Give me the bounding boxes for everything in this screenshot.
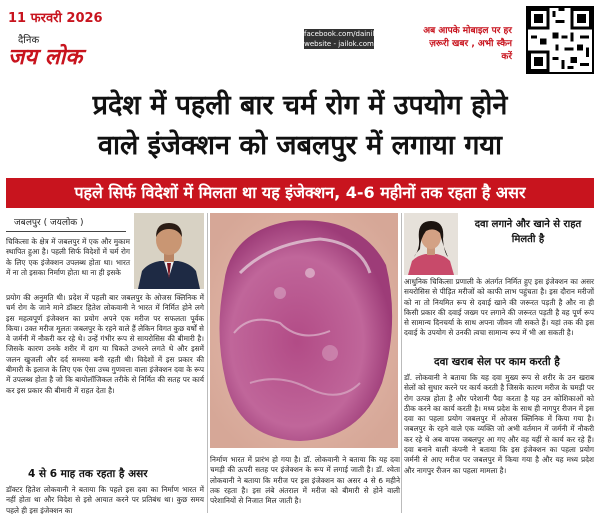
masthead	[0, 0, 600, 80]
article-paragraph: निर्माण भारत में प्रारंभ हो गया है। डॉ. लोकवानी ने बताया कि यह दवा चमड़ी की ऊपरी सतह पर इंजेक्शन के रूप में लगाई जाती है। डॉ. श्वेता लोकवानी ने बताया कि मरीज पर इस इंजेक्शन का असर 4 से 6 महीने तक रहता है। इस लंबे अंतराल में मरीज को बीमारी से होने वाली परेशानियों से निजात मिल जाती है।	[210, 455, 400, 506]
promo-line-2: ज़रूरी खबर , अभी स्कैन करें	[429, 39, 512, 62]
section-subheading: दवा खराब सेल पर काम करती है	[434, 356, 560, 368]
column-divider	[207, 213, 208, 513]
subheadline-banner: पहले सिर्फ विदेशों में मिलता था यह इंजेक्शन, 4-6 महीनों तक रहता है असर	[6, 178, 594, 208]
main-headline	[6, 86, 594, 172]
qr-code-icon[interactable]	[526, 6, 594, 74]
article-paragraph: प्रयोग की अनुमति थी। प्रदेश में पहली बार जबलपुर के ओजस क्लिनिक में चर्म रोग के जाने माने डॉक्टर हितेश लोकवानी ने भारत में निर्मित होने लगे इस महत्वपूर्ण इंजेक्शन का प्रयोग अपने एक मरीज पर सफलता पूर्वक किया। उक्त मरीज मूलतः जबलपुर के रहने वाले हैं लेकिन विगत कुछ वर्षों से वे जर्मनी में नौकरी कर रहे थे। उन्हें गंभीर रूप से सायरोसिस की बीमारी है। जिसके कारण उनके शरीर में दाग या चिकते उभरने लगते थे और इसमें जलन खुजली और दर्द समस्या बनी रहती थी। विदेशों में इस प्रकार की बीमारी के इलाज के लिए एक ऐसा उच्च गुणवत्ता वाला इंजेक्शन दवा के रूप में उपलब्ध होता है जो कि बायोलॉजिकल तरीके से निर्मित की सतह पर कार्य कर इस प्रकार की बीमारी में राहत देता है।	[6, 293, 204, 395]
column-divider	[401, 213, 402, 513]
article-paragraph: चिकित्सा के क्षेत्र में जबलपुर में एक और मुकाम स्थापित हुआ है। पहली सिर्फ विदेशों में चर्म रोग के लिए एक इंजेक्शन उपलब्ध होता था। भारत में ना तो इसका निर्माण होता था ना ही इसके	[6, 237, 130, 277]
facebook-link[interactable]: facebook.com/dainikjailok	[304, 30, 396, 38]
center-column	[210, 213, 400, 515]
brand-logo: जय लोक	[8, 44, 83, 70]
section-subheading: 4 से 6 माह तक रहता है असर	[28, 468, 148, 480]
section-heading: दवा लगाने और खाने से राहत मिलती है	[474, 219, 582, 245]
site-info-box	[304, 29, 396, 49]
divider	[6, 231, 126, 232]
article-paragraph: आधुनिक चिकित्सा प्रणाली के अंतर्गत निर्मित हुए इस इंजेक्शन का असर सयरोसिस से पीड़ित मरीजों को काफी लाभ पहुंचता है। इस दौरान मरीजों को ना तो नियमित रूप से दवाई खाने की जरूरत पड़ती है और ना ही किसी प्रकार की दवाई जख्म पर लगाने की जरूरत पड़ती है वह पूर्ण रूप से सामान्य दिनचर्या के साथ अपना जीवन जी सकते हैं। यहां तक की इस दवाई के उपयोग से उनकी त्वचा सामान्य रूप में भी आ सकती है।	[404, 277, 594, 338]
left-column	[6, 213, 206, 515]
article-paragraph: डॉक्टर हितेश लोकवानी ने बताया कि पहले इस दवा का निर्माण भारत में नहीं होता था और विदेश से इसे आयात करने पर प्रतिबंध था। कुछ समय पहले ही इस इंजेक्शन का	[6, 485, 204, 515]
edition-date: 11 फरवरी 2026	[8, 11, 103, 26]
doctor-photo	[134, 213, 204, 289]
skin-condition-photo	[210, 213, 398, 448]
promo-line-1: अब आपके मोबाइल पर हर	[423, 26, 512, 36]
right-column	[404, 213, 594, 515]
headline-line-2: वाले इंजेक्शन को जबलपुर में लगाया गया	[97, 130, 503, 161]
brand-small-label: दैनिक	[18, 35, 40, 46]
article-paragraph: डॉ. लोकवानी ने बताया कि यह दवा मुख्य रूप से शरीर के उन खराब सेलों को सुधार करने पर कार्य करती है जिसके कारण मरीज के चमड़ी पर रोग उत्पन्न होता है और परेशानी पैदा करता है यह उन कोशिकाओं को ठीक करने का कार्य करती है। मध्य प्रदेश के साथ ही नागपुर रीजन में इस दवा का पहला प्रयोग जबलपुर में ओजस क्लिनिक में किया गया है। जबलपुर के रहने वाले एक व्यक्ति जो अभी वर्तमान में जर्मनी में नौकरी कर रहे थे अब वापस जबलपुर आ गए और वह यहीं से कार्य कर रहे हैं। दवा बनाने वाली कंपनी ने बताया कि इस इंजेक्शन का पहला प्रयोग जर्मनी से आए मरीज पर जबलपुर में किया गया है और यह मध्य प्रदेश और नागपुर रीजन का पहला मामला है।	[404, 373, 594, 475]
doctor-photo	[404, 213, 458, 275]
scan-promo	[420, 25, 512, 64]
website-link[interactable]: website - jailok.com	[304, 40, 374, 48]
headline-line-1: प्रदेश में पहली बार चर्म रोग में उपयोग होने	[92, 90, 508, 121]
dateline: जबलपुर ( जयलोक )	[14, 218, 84, 228]
